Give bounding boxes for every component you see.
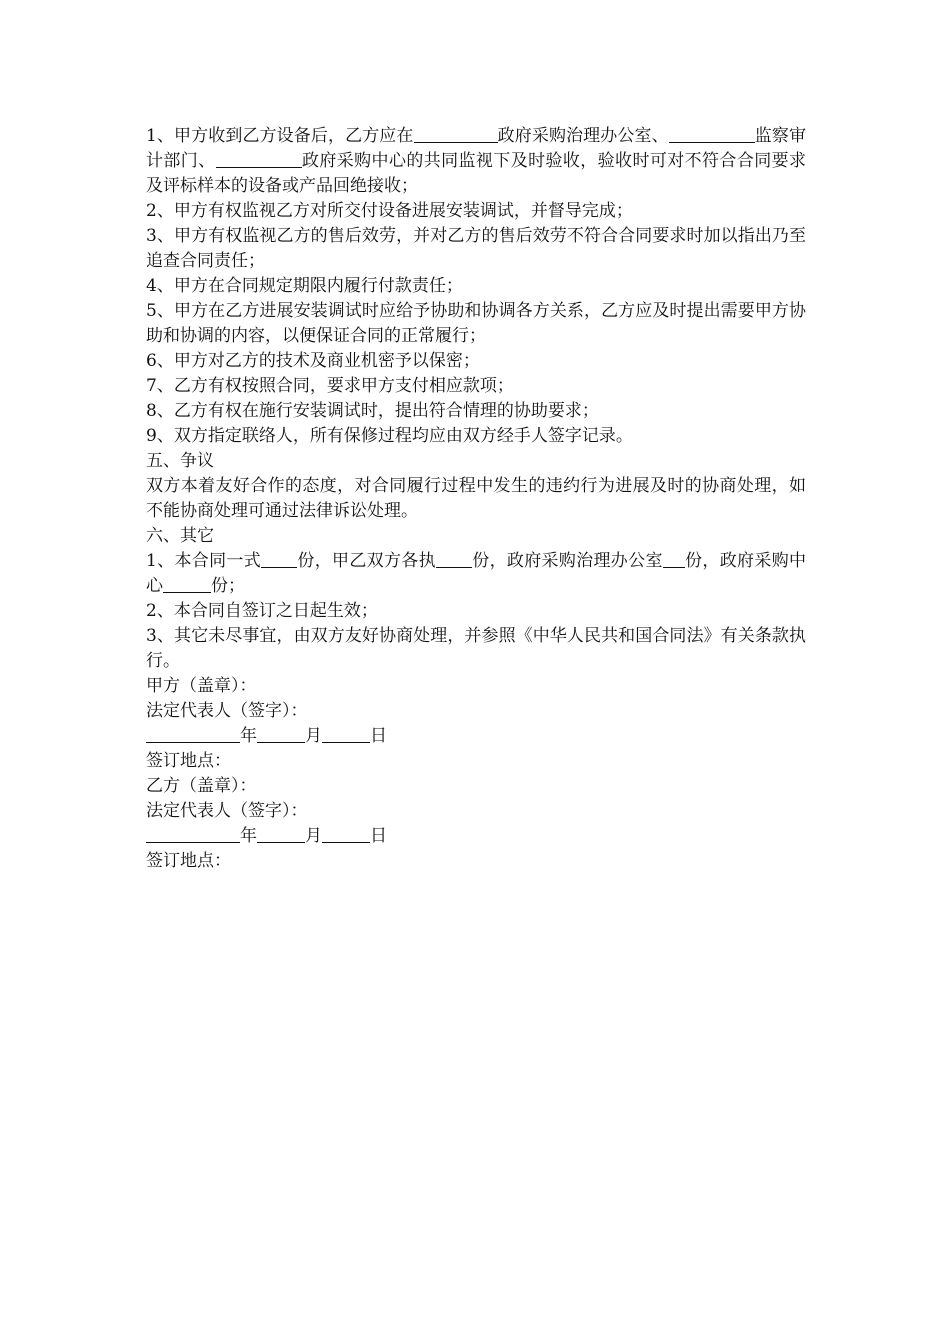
section-6-item-2: 2、本合同自签订之日起生效； <box>146 601 378 621</box>
section-6-item-3: 3、其它未尽事宜，由双方友好协商处理，并参照《中华人民共和国合同法》有关条款执行。 <box>146 626 806 671</box>
clause-1-text-d: 政府采购中心的共同监视下及时验收，验收时可对不符合合同要求及评标样本的设备或产品回绝接收； <box>146 151 807 196</box>
section-5-heading: 五、争议 <box>146 451 214 471</box>
section-6-heading: 六、其它 <box>146 526 214 546</box>
date-month-label: 月 <box>305 826 322 846</box>
date-day-label: 日 <box>370 826 387 846</box>
item-1-text-d: 份，政府采购中心 <box>146 551 807 596</box>
party-a-place: 签订地点： <box>146 751 231 771</box>
clause-4: 4、甲方在合同规定期限内履行付款责任； <box>146 276 463 296</box>
date-day-label: 日 <box>370 726 387 746</box>
blank-field <box>663 549 685 568</box>
item-1-text-c: 份，政府采购治理办公室 <box>471 551 663 571</box>
clause-3: 3、甲方有权监视乙方的售后效劳，并对乙方的售后效劳不符合合同要求时加以指出乃至追查合同责任； <box>146 226 806 271</box>
section-5-body: 双方本着友好合作的态度，对合同履行过程中发生的违约行为进展及时的协商处理，如不能协商处理可通过法律诉讼处理。 <box>146 476 806 521</box>
blank-field <box>146 824 240 843</box>
blank-field <box>257 824 305 843</box>
blank-field <box>414 124 498 143</box>
clause-6: 6、甲方对乙方的技术及商业机密予以保密； <box>146 351 480 371</box>
clause-5: 5、甲方在乙方进展安装调试时应给予协助和协调各方关系，乙方应及时提出需要甲方协助和协调的内容，以便保证合同的正常履行； <box>146 301 806 346</box>
blank-field <box>163 574 211 593</box>
date-year-label: 年 <box>240 826 257 846</box>
clause-1-text-c: 监察审计部门、 <box>146 126 807 171</box>
blank-field <box>216 149 302 168</box>
blank-field <box>261 549 297 568</box>
clause-8: 8、乙方有权在施行安装调试时，提出符合情理的协助要求； <box>146 401 599 421</box>
clause-2: 2、甲方有权监视乙方对所交付设备进展安装调试，并督导完成； <box>146 201 633 221</box>
item-1-text-a: 1、本合同一式 <box>146 551 262 571</box>
party-a-seal: 甲方（盖章）： <box>146 676 257 696</box>
party-a-representative: 法定代表人（签字）： <box>146 701 308 721</box>
blank-field <box>322 824 370 843</box>
clause-1 <box>146 124 806 199</box>
clause-9: 9、双方指定联络人，所有保修过程均应由双方经手人签字记录。 <box>146 426 633 446</box>
clause-7: 7、乙方有权按照合同，要求甲方支付相应款项； <box>146 376 514 396</box>
date-year-label: 年 <box>240 726 257 746</box>
blank-field <box>257 724 305 743</box>
party-b-place: 签订地点： <box>146 851 231 871</box>
contract-page <box>146 124 806 874</box>
item-1-text-e: 份； <box>211 576 245 596</box>
blank-field <box>322 724 370 743</box>
item-1-text-b: 份，甲乙双方各执 <box>297 551 436 571</box>
party-a-date <box>146 724 806 749</box>
blank-field <box>436 549 472 568</box>
clause-1-text-a: 1、甲方收到乙方设备后，乙方应在 <box>146 126 414 146</box>
party-b-representative: 法定代表人（签字）： <box>146 801 308 821</box>
party-b-date <box>146 824 806 849</box>
clause-1-text-b: 政府采购治理办公室、 <box>497 126 669 146</box>
section-6-item-1 <box>146 549 806 599</box>
party-b-seal: 乙方（盖章）： <box>146 776 257 796</box>
blank-field <box>146 724 240 743</box>
date-month-label: 月 <box>305 726 322 746</box>
blank-field <box>669 124 755 143</box>
